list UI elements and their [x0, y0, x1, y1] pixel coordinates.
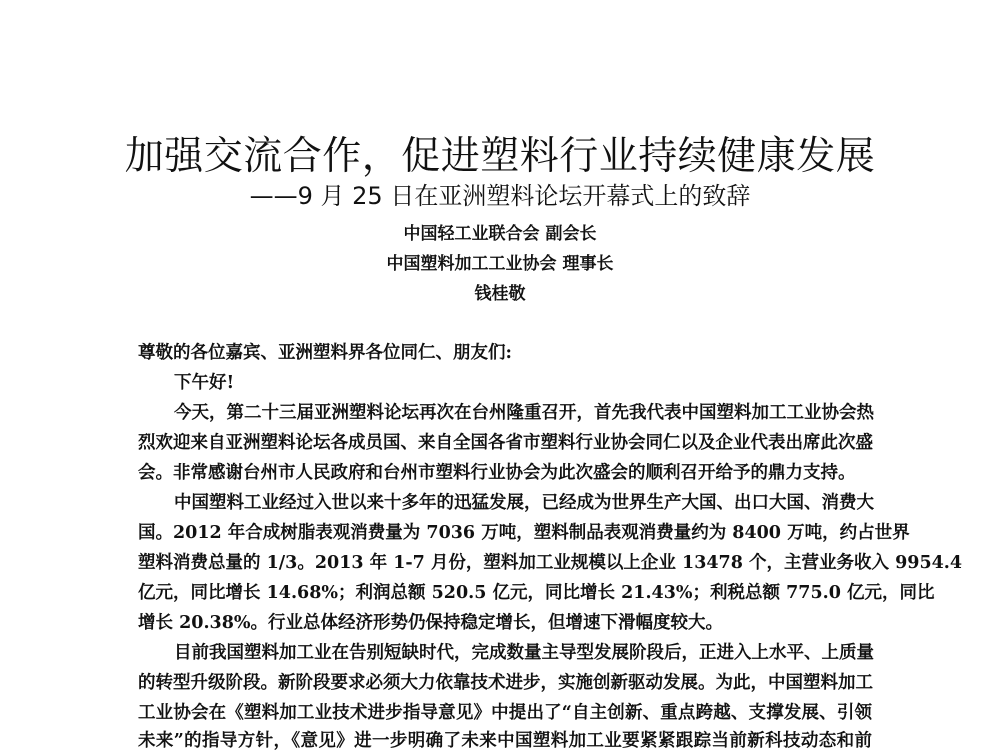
paragraph-line: 中国塑料工业经过入世以来十多年的迅猛发展，已经成为世界生产大国、出口大国、消费大 [174, 493, 874, 513]
paragraph-line: 增长 20.38%。行业总体经济形势仍保持稳定增长，但增速下滑幅度较大。 [138, 613, 724, 633]
paragraph-line: 未来”的指导方针，《意见》进一步明确了未来中国塑料加工业要紧紧跟踪当前新科技动态和前 [138, 731, 872, 751]
document-title: 加强交流合作，促进塑料行业持续健康发展 [124, 134, 876, 179]
paragraph-line: 会。非常感谢台州市人民政府和台州市塑料行业协会为此次盛会的顺利召开给予的鼎力支持。 [138, 463, 856, 483]
greeting: 下午好! [174, 373, 235, 393]
paragraph-line: 亿元，同比增长 14.68%；利润总额 520.5 亿元，同比增长 21.43%；利税总额 775.0 亿元，同比 [138, 583, 935, 603]
salutation: 尊敬的各位嘉宾、亚洲塑料界各位同仁、朋友们: [138, 343, 512, 363]
paragraph-line: 烈欢迎来自亚洲塑料论坛各成员国、来自全国各省市塑料行业协会同仁以及企业代表出席此次盛 [138, 433, 873, 453]
paragraph-line: 国。2012 年合成树脂表观消费量为 7036 万吨，塑料制品表观消费量约为 8400 万吨，约占世界 [138, 523, 910, 543]
paragraph-line: 工业协会在《塑料加工业技术进步指导意见》中提出了“自主创新、重点跨越、支撑发展、引领 [138, 703, 872, 723]
author-line: 中国轻工业联合会 副会长 [403, 224, 597, 244]
paragraph-line: 塑料消费总量的 1/3。2013 年 1-7 月份，塑料加工业规模以上企业 13478 个，主营业务收入 9954.4 [138, 553, 963, 573]
author-line: 中国塑料加工工业协会 理事长 [386, 254, 614, 274]
document-subtitle: ——9 月 25 日在亚洲塑料论坛开幕式上的致辞 [249, 182, 751, 210]
paragraph-line: 今天，第二十三届亚洲塑料论坛再次在台州隆重召开，首先我代表中国塑料加工工业协会热 [174, 403, 874, 423]
author-name: 钱桂敬 [474, 284, 526, 304]
paragraph-line: 的转型升级阶段。新阶段要求必须大力依靠技术进步，实施创新驱动发展。为此，中国塑料加工 [138, 673, 873, 693]
paragraph-line: 目前我国塑料加工业在告别短缺时代，完成数量主导型发展阶段后，正进入上水平、上质量 [174, 643, 874, 663]
